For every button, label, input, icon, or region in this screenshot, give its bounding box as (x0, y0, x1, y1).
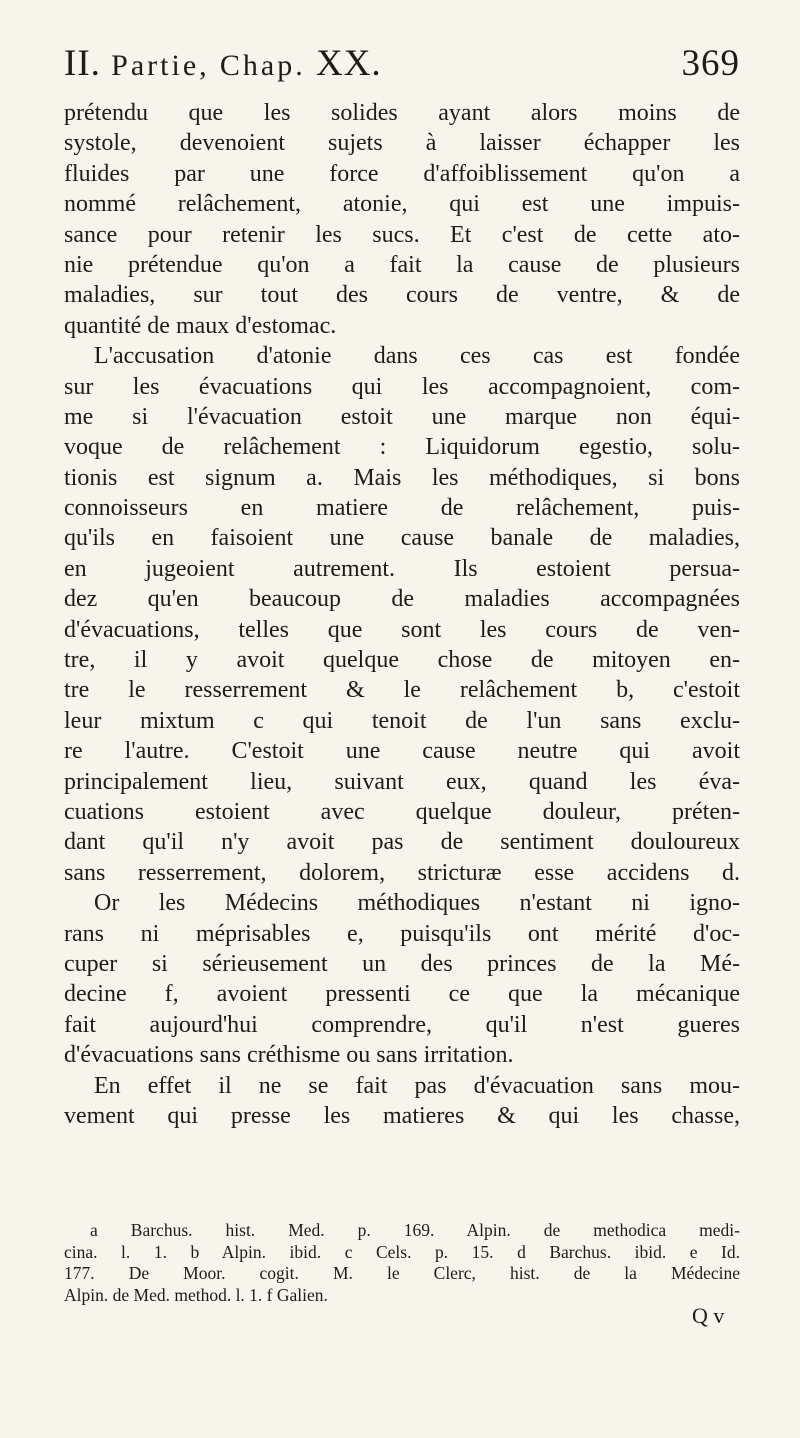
text-line: vement qui presse les matieres & qui les chasse, (64, 1102, 740, 1129)
part-roman: II. (64, 43, 101, 84)
text-line: re l'autre. C'estoit une cause neutre qui avoit (64, 738, 740, 765)
text-line: en jugeoient autrement. Ils estoient persua- (64, 555, 740, 582)
footnote-line: cina. l. 1. b Alpin. ibid. c Cels. p. 15. d Barchus. ibid. e Id. (64, 1241, 740, 1262)
chapter-label: Chap. (219, 49, 306, 82)
text-line: fait aujourd'hui comprendre, qu'il n'est gueres (64, 1011, 740, 1038)
text-line: tionis est signum a. Mais les méthodiques, si bons (64, 464, 740, 491)
text-line: cuper si sérieusement un des princes de la Mé- (64, 950, 740, 977)
text-line: decine f, avoient pressenti ce que la mécanique (64, 981, 740, 1008)
text-line: nommé relâchement, atonie, qui est une impuis- (64, 191, 740, 218)
page-number: 369 (681, 43, 740, 84)
text-line: prétendu que les solides ayant alors moins de (64, 100, 740, 126)
text-line: cuations estoient avec quelque douleur, préten- (64, 798, 740, 825)
text-line: fluides par une force d'affoiblissement qu'on a (64, 160, 740, 187)
text-line: sur les évacuations qui les accompagnoient, com- (64, 373, 740, 400)
text-line: sans resserrement, dolorem, stricturæ esse accidens d. (64, 859, 740, 886)
text-line: leur mixtum c qui tenoit de l'un sans exclu- (64, 707, 740, 734)
footnote-line: 177. De Moor. cogit. M. le Clerc, hist. de la Médecine (64, 1263, 740, 1283)
text-line: d'évacuations, telles que sont les cours de ven- (64, 616, 740, 643)
text-line: rans ni méprisables e, puisqu'ils ont mérité d'oc- (64, 920, 740, 947)
chapter-number: XX. (315, 43, 382, 84)
text-line: sance pour retenir les sucs. Et c'est de cette ato- (64, 221, 740, 248)
text-line: maladies, sur tout des cours de ventre, & de (64, 282, 740, 309)
text-line: dez qu'en beaucoup de maladies accompagnées (64, 586, 740, 613)
footnote-line: a Barchus. hist. Med. p. 169. Alpin. de methodica medi- (90, 1220, 740, 1240)
running-header (64, 42, 740, 94)
running-title (64, 42, 382, 85)
text-line: systole, devenoient sujets à laisser échapper les (64, 130, 740, 157)
text-line: quantité de maux d'estomac. (64, 312, 337, 339)
text-line: L'accusation d'atonie dans ces cas est fondée (94, 343, 740, 370)
text-line: connoisseurs en matiere de relâchement, puis- (64, 495, 740, 522)
text-line: qu'ils en faisoient une cause banale de maladies, (64, 525, 740, 552)
text-line: nie prétendue qu'on a fait la cause de plusieurs (64, 251, 740, 278)
main-text (64, 98, 740, 1131)
text-line: tre, il y avoit quelque chose de mitoyen en- (64, 647, 740, 674)
text-line: dant qu'il n'y avoit pas de sentiment douloureux (64, 829, 740, 856)
footnote-line: Alpin. de Med. method. l. 1. f Galien. (64, 1284, 328, 1305)
text-line: d'évacuations sans créthisme ou sans irritation. (64, 1042, 514, 1069)
text-line: me si l'évacuation estoit une marque non équi- (64, 403, 740, 430)
signature-mark: Q v (692, 1303, 725, 1328)
text-line: voque de relâchement : Liquidorum egestio, solu- (64, 434, 740, 461)
part-label: Partie, (111, 49, 210, 82)
text-line: principalement lieu, suivant eux, quand les éva- (64, 768, 740, 795)
text-line: tre le resserrement & le relâchement b, c'estoit (64, 677, 740, 704)
text-line: En effet il ne se fait pas d'évacuation sans mou- (94, 1072, 740, 1099)
text-line: Or les Médecins méthodiques n'estant ni igno- (94, 890, 740, 917)
footnotes (64, 1220, 740, 1306)
